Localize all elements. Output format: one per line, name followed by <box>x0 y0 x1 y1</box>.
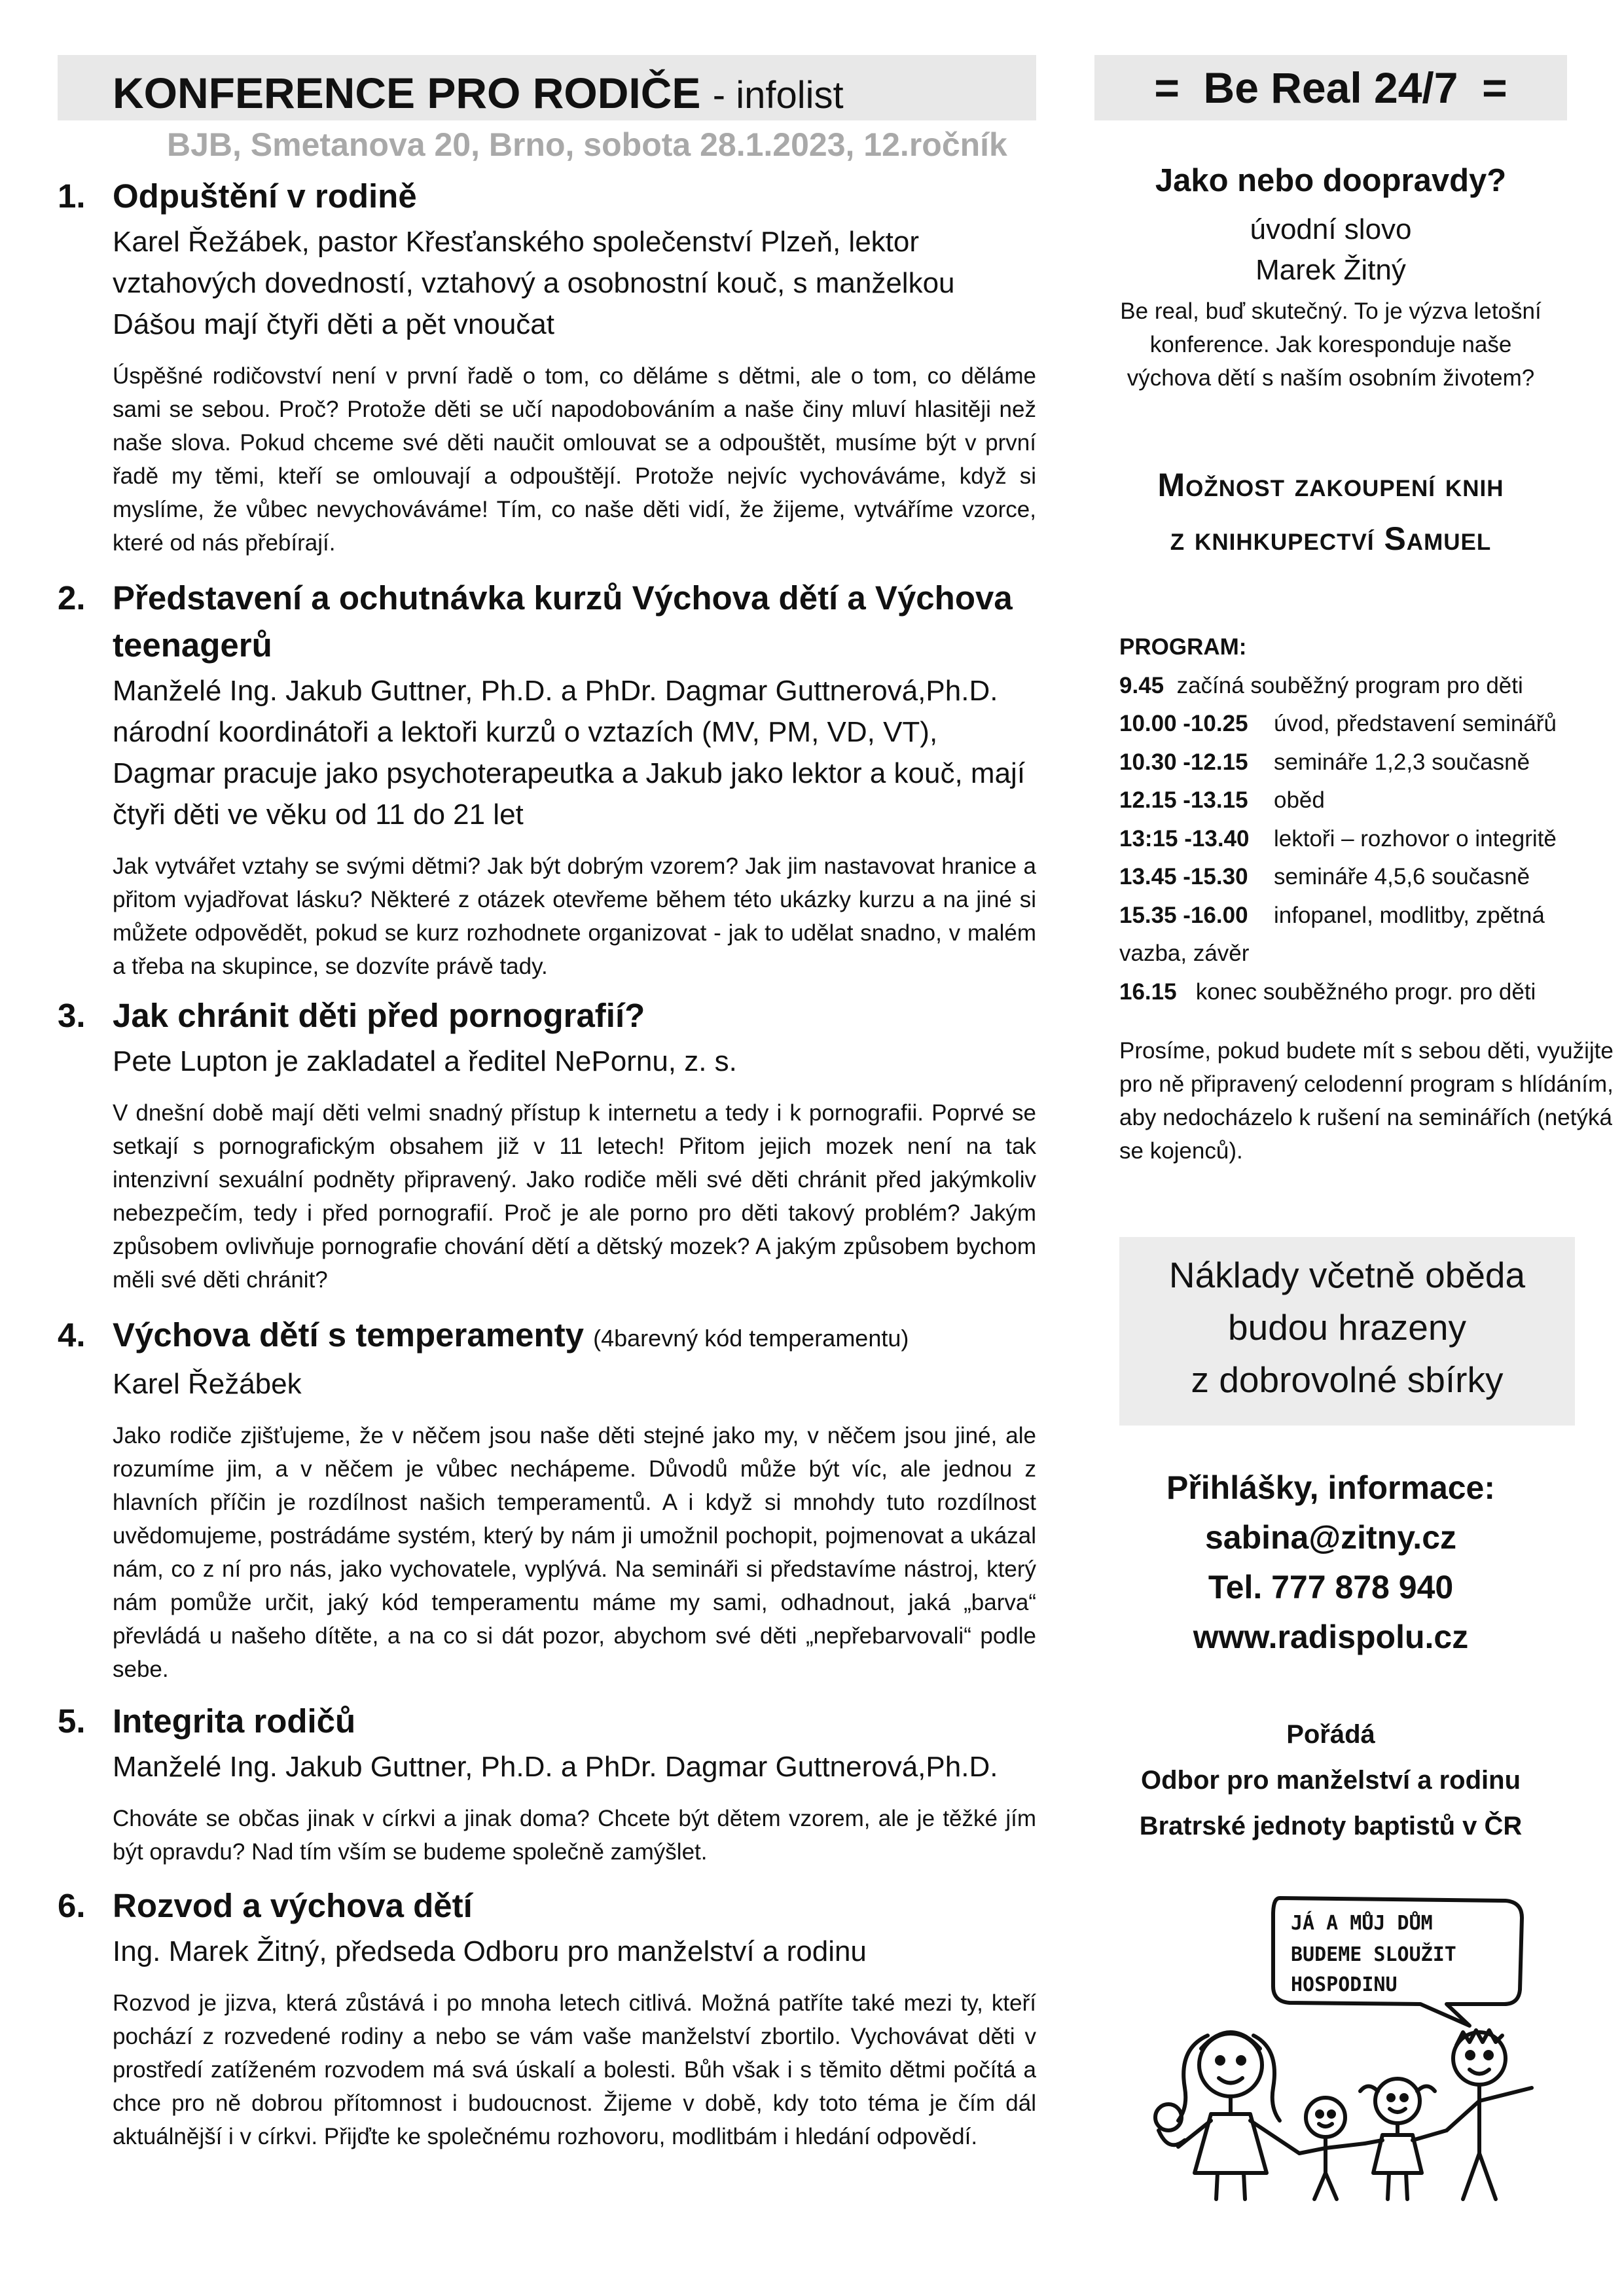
program-text: lektoři – rozhovor o integritě <box>1274 825 1557 852</box>
organizer <box>1094 1712 1567 1849</box>
section-number: 4. <box>58 1316 86 1354</box>
title-sub: - infolist <box>712 74 844 117</box>
intro-line-1: úvodní slovo <box>1250 213 1412 245</box>
program-time: 12.15 -13.15 <box>1119 787 1248 813</box>
father-figure <box>1447 2030 1532 2199</box>
program-schedule <box>1119 628 1617 1011</box>
program-row <box>1119 973 1617 1012</box>
program-time: 15.35 -16.00 <box>1119 902 1248 928</box>
program-row <box>1119 897 1617 935</box>
program-row <box>1119 820 1617 859</box>
program-row <box>1119 705 1617 744</box>
bubble-text-3: HOSPODINU <box>1291 1973 1398 1996</box>
section-description: Rozvod je jizva, která zůstává i po mnoha letech citlivá. Možná patříte také mezi ty, kteří pochází z rozvedené rodiny a nebo se vám vaše manželství zbortilo. Vychovávat děti v prostředí zatíženém rozvodem má svá úskalí a bolesti. Bůh však i s těmito dětmi počítá a chce pro ně dobrou přítomnost i budoucnost. Žijeme v době, kdy toto téma je čím dál aktuálnější i v církvi. Přijďte ke společnému rozhovoru, modlitbám i hledání odpovědí. <box>113 1990 1036 2149</box>
section-6 <box>58 1882 1036 2153</box>
costs-line-3: z dobrovolné sbírky <box>1191 1359 1504 1400</box>
section-heading <box>58 1882 1036 1929</box>
child-figure <box>1299 2098 1365 2199</box>
costs-line-2: budou hrazeny <box>1228 1307 1466 1348</box>
costs-line-1: Náklady včetně oběda <box>1168 1255 1526 1295</box>
contacts-heading: Přihlášky, informace: <box>1166 1469 1496 1506</box>
page-title <box>113 60 844 128</box>
section-speaker: Manželé Ing. Jakub Guttner, Ph.D. a PhDr. Dagmar Guttnerová,Ph.D. národní koordinátoři a lektoři kurzů o vztazích (MV, PM, VD, VT), Dagmar pracuje jako psychoterapeutka a Jakub jako lektor a kouč, mají čtyři děti ve věku od 11 do 21 let <box>113 675 1026 831</box>
books-line-1: Možnost zakoupení knih <box>1157 467 1504 503</box>
section-description: Chováte se občas jinak v církvi a jinak doma? Chcete být dětem vzorem, ale je těžké jím být opravdu? Nad tím vším se budeme společně zamýšlet. <box>113 1806 1036 1865</box>
intro-title: Jako nebo doopravdy? <box>1155 163 1507 198</box>
family-drawing <box>1139 1892 1610 2206</box>
intro-subtitle <box>1094 209 1567 291</box>
section-title: Představení a ochutnávka kurzů Výchova dětí a Výchova teenagerů <box>113 579 1013 664</box>
bubble-text-1: JÁ A MŮJ DŮM <box>1291 1912 1433 1935</box>
section-description: Jako rodiče zjišťujeme, že v něčem jsou naše děti stejné jako my, v něčem jsou jiné, ale rozumíme jim, a v něčem je vůbec nechápeme. Důvodů může být víc, ale jednou z hlavních příčin je rozdílnost našich temperamentů. A i když si mnohdy tuto rozdílnost uvědomujeme, postrádáme systém, který by nám ji umožnil pochopit, pojmenovat a ukázal nám, co z ní pro nás, jako vychovatele, vyplývá. Na semináři si představíme nástroj, který nám pomůže určit, jaký kód temperamentu máme my sami, odhadnout, jaká „barva“ převládá u našeho dítěte, a na co si dát pozor, abychom své děti „nepřebarvovali“ podle sebe. <box>113 1423 1036 1682</box>
section-title: Integrita rodičů <box>113 1702 356 1740</box>
section-heading <box>58 173 1036 220</box>
section-number: 5. <box>58 1702 86 1740</box>
be-real-heading: = Be Real 24/7 = <box>1154 63 1507 112</box>
intro-text: Be real, buď skutečný. To je výzva letošní konference. Jak koresponduje naše výchova dětí s naším osobním životem? <box>1120 298 1542 391</box>
section-description: Úspěšné rodičovství není v první řadě o tom, co děláme s dětmi, ale o tom, co děláme sami se sebou. Proč? Protože děti se učí napodobováním a naše činy mluví hlasitěji než naše slova. Pokud chceme své děti naučit omlouvat se a odpouštět, musíme být v první řadě my těmi, kteří se omlouvají a odpouštějí. Protože nejvíc vychováváme, když si myslíme, že vůbec nevychováváme! Tím, co naše děti vidí, že žijeme, vytváříme vzorce, které od nás přebírají. <box>113 363 1036 556</box>
section-title: Jak chránit děti před pornografií? <box>113 997 645 1034</box>
program-text: semináře 1,2,3 současně <box>1274 749 1530 775</box>
program-row <box>1119 935 1617 973</box>
section-description: Jak vytvářet vztahy se svými dětmi? Jak být dobrým vzorem? Jak jim nastavovat hranice a přitom vyjadřovat lásku? Některé z otázek otevřeme během této ukázky kurzu a na jiné si můžete odpovědět, pokud se kurz rozhodnete organizovat - jak to udělat snadno, v malém a třeba na skupince, se dozvíte právě tady. <box>113 853 1036 979</box>
event-subtitle: BJB, Smetanova 20, Brno, sobota 28.1.2023, 12.ročník <box>167 126 1007 163</box>
program-text: začíná souběžný program pro děti <box>1176 672 1523 698</box>
section-5 <box>58 1698 1036 1869</box>
books-line-2: z knihkupectví Samuel <box>1170 520 1492 557</box>
contact-web[interactable]: www.radispolu.cz <box>1193 1619 1469 1655</box>
section-speaker: Ing. Marek Žitný, předseda Odboru pro manželství a rodinu <box>113 1935 867 1967</box>
mother-figure <box>1155 2032 1299 2199</box>
program-time: 10.00 -10.25 <box>1119 711 1248 736</box>
program-row <box>1119 858 1617 897</box>
section-speaker: Manželé Ing. Jakub Guttner, Ph.D. a PhDr. Dagmar Guttnerová,Ph.D. <box>113 1751 998 1783</box>
section-heading <box>58 1698 1036 1745</box>
intro-line-2: Marek Žitný <box>1255 254 1406 286</box>
costs-notice <box>1119 1237 1575 1406</box>
program-text: konec souběžného progr. pro děti <box>1195 978 1536 1005</box>
section-speaker: Karel Řežábek <box>113 1368 302 1400</box>
section-number: 2. <box>58 579 86 617</box>
title-main: KONFERENCE PRO RODIČE <box>113 69 701 117</box>
bubble-text-2: BUDEME SLOUŽIT <box>1291 1943 1456 1966</box>
organizer-label: Pořádá <box>1286 1720 1375 1749</box>
section-speaker: Pete Lupton je zakladatel a ředitel NePornu, z. s. <box>113 1045 737 1077</box>
section-3 <box>58 992 1036 1297</box>
section-title: Odpuštění v rodině <box>113 177 417 215</box>
section-description: V dnešní době mají děti velmi snadný přístup k internetu a tedy i k pornografii. Poprvé se setkají s pornografickým obsahem již v 11 letech! Přitom jejich mozek není na tak intenzivní sexuální podněty připravený. Jako rodiče měli své děti chránit před jakýmkoliv nebezpečím, tedy i před pornografií. Proč je ale porno pro děti takový problém? Jakým způsobem ovlivňuje pornografie chování dětí a dětský mozek? A jakým způsobem bychom měli své děti chránit? <box>113 1100 1036 1293</box>
contacts <box>1094 1463 1567 1662</box>
section-title: Rozvod a výchova dětí <box>113 1887 473 1924</box>
books-notice <box>1094 458 1567 565</box>
program-text: semináře 4,5,6 současně <box>1274 864 1530 889</box>
organizer-line-1: Odbor pro manželství a rodinu <box>1140 1766 1521 1795</box>
program-time: 16.15 <box>1119 978 1177 1005</box>
contact-phone[interactable]: Tel. 777 878 940 <box>1208 1569 1454 1605</box>
program-time: 13.45 -15.30 <box>1119 864 1248 889</box>
section-heading <box>58 575 1036 669</box>
section-note: (4barevný kód temperamentu) <box>593 1325 909 1352</box>
organizer-line-2: Bratrské jednoty baptistů v ČR <box>1139 1812 1523 1840</box>
program-time: 9.45 <box>1119 672 1164 698</box>
section-heading <box>58 992 1036 1039</box>
program-text: oběd <box>1274 787 1325 813</box>
program-text: úvod, představení seminářů <box>1274 711 1557 736</box>
section-number: 6. <box>58 1887 86 1924</box>
section-number: 1. <box>58 177 86 215</box>
section-1 <box>58 173 1036 560</box>
section-speaker: Karel Řežábek, pastor Křesťanského společenství Plzeň, lektor vztahových dovedností, vztahový a osobnostní kouč, s manželkou Dášou mají čtyři děti a pět vnoučat <box>113 226 955 340</box>
section-title: Výchova dětí s temperamenty <box>113 1316 584 1354</box>
program-time: 13:15 -13.40 <box>1119 825 1250 852</box>
program-row <box>1119 781 1617 820</box>
program-text: vazba, závěr <box>1119 941 1250 966</box>
contact-email[interactable]: sabina@zitny.cz <box>1204 1519 1457 1556</box>
program-time: 10.30 -12.15 <box>1119 749 1248 775</box>
program-heading: PROGRAM: <box>1119 634 1247 660</box>
section-number: 3. <box>58 997 86 1034</box>
program-row <box>1119 667 1617 706</box>
program-row <box>1119 744 1617 782</box>
program-text: infopanel, modlitby, zpětná <box>1274 902 1545 928</box>
child-figure <box>1360 2079 1447 2199</box>
children-notice: Prosíme, pokud budete mít s sebou děti, využijte pro ně připravený celodenní program s hlídáním, aby nedocházelo k rušení na seminářích (netýká se kojenců). <box>1119 1038 1614 1164</box>
section-heading <box>58 1312 1036 1362</box>
section-2 <box>58 575 1036 983</box>
section-4 <box>58 1312 1036 1686</box>
